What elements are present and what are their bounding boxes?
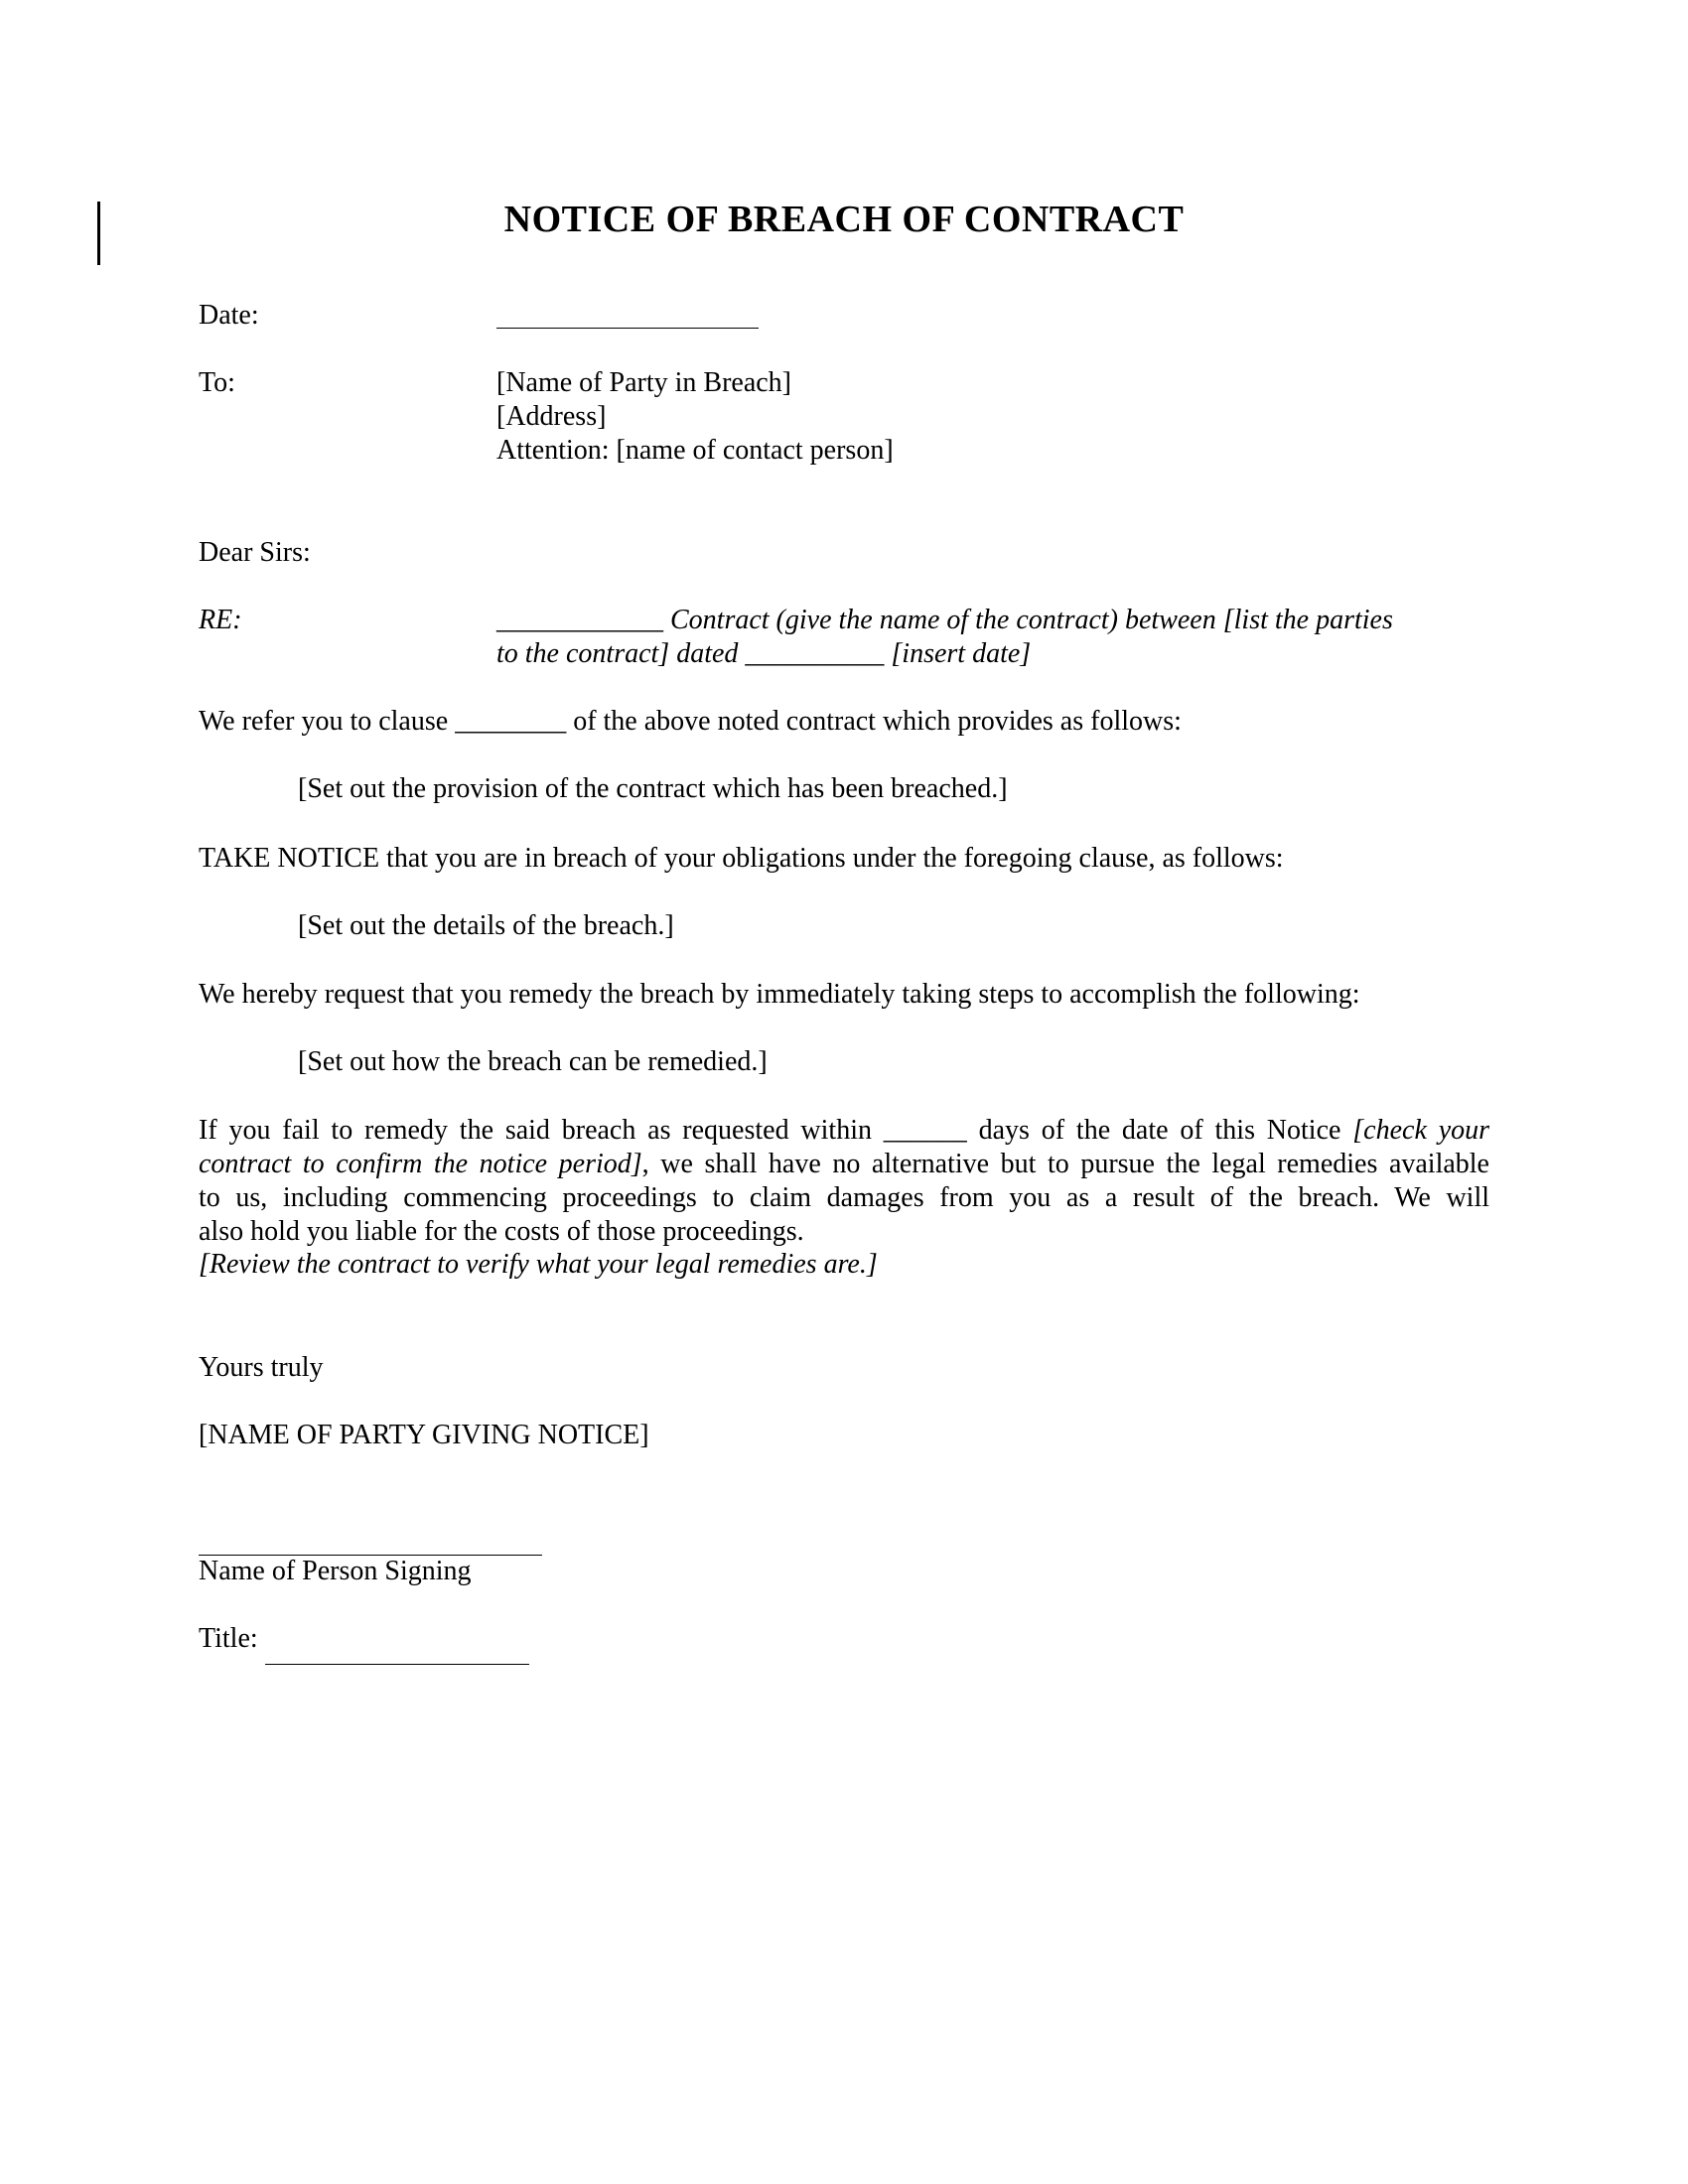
- fail-line-1: [199, 1114, 1489, 1148]
- closing: Yours truly: [199, 1352, 324, 1383]
- re-date-text: [insert date]: [891, 638, 1032, 669]
- fail-line-2: [199, 1148, 1489, 1181]
- re-line-1: [496, 604, 1489, 637]
- title-label: Title:: [199, 1623, 258, 1654]
- re-contract-text: Contract (give the name of the contract) between [list the parties: [670, 605, 1393, 635]
- provision-placeholder: [Set out the provision of the contract which has been breached.]: [298, 773, 1008, 804]
- review-note: [Review the contract to verify what your legal remedies are.]: [199, 1249, 878, 1280]
- re-contract-blank: ____________: [496, 605, 663, 635]
- signer-label: Name of Person Signing: [199, 1556, 472, 1586]
- date-blank-line: [496, 328, 759, 329]
- re-label: RE:: [199, 605, 242, 635]
- fail-text-b: days of the date of this Notice: [978, 1115, 1341, 1146]
- remedy-request: We hereby request that you remedy the breach by immediately taking steps to accomplish the following:: [199, 979, 1360, 1010]
- salutation: Dear Sirs:: [199, 537, 311, 568]
- re-line-2: [496, 637, 1031, 671]
- fail-line-3: to us, including commencing proceedings to claim damages from you as a result of the breach. We will: [199, 1182, 1489, 1213]
- fail-days-blank: ______: [883, 1115, 967, 1146]
- to-label: To:: [199, 367, 235, 398]
- document-title: NOTICE OF BREACH OF CONTRACT: [503, 199, 1185, 240]
- to-address: [Address]: [496, 401, 607, 432]
- clause-text-a: We refer you to clause: [199, 706, 449, 737]
- date-label: Date:: [199, 300, 259, 331]
- to-attention: Attention: [name of contact person]: [496, 435, 894, 466]
- fail-text-c: , we shall have no alternative but to pursue the legal remedies available: [641, 1149, 1489, 1179]
- remedy-details-placeholder: [Set out how the breach can be remedied.]: [298, 1046, 768, 1077]
- fail-line-4: also hold you liable for the costs of those proceedings.: [199, 1216, 804, 1247]
- take-notice: TAKE NOTICE that you are in breach of your obligations under the foregoing clause, as follows:: [199, 843, 1284, 874]
- re-date-blank: __________: [745, 638, 885, 669]
- clause-blank: ________: [455, 706, 567, 737]
- fail-italic-a: [check your: [1352, 1115, 1490, 1146]
- party-name: [NAME OF PARTY GIVING NOTICE]: [199, 1420, 649, 1450]
- fail-text-a: If you fail to remedy the said breach as requested within: [199, 1115, 872, 1146]
- breach-details-placeholder: [Set out the details of the breach.]: [298, 910, 674, 941]
- re-parties-text: to the contract] dated: [496, 638, 739, 669]
- title-blank-line: [265, 1664, 529, 1665]
- clause-text-b: of the above noted contract which provides as follows:: [573, 706, 1182, 737]
- to-name: [Name of Party in Breach]: [496, 367, 791, 398]
- fail-italic-b: contract to confirm the notice period]: [199, 1149, 642, 1179]
- clause-reference: [199, 705, 1489, 739]
